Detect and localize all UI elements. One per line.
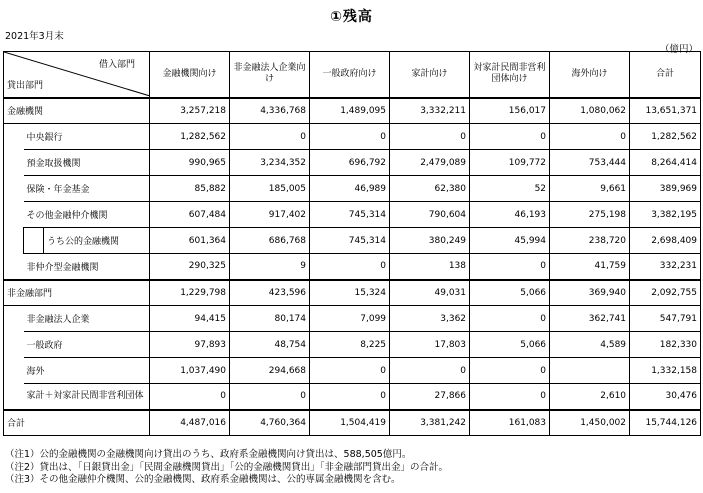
value-cell: 52	[470, 176, 550, 202]
value-cell: 0	[310, 254, 390, 280]
row-label: 保険・年金基金	[24, 176, 150, 202]
table-row	[4, 254, 701, 280]
value-cell: 238,720	[550, 228, 630, 254]
value-cell: 80,174	[230, 306, 310, 332]
value-cell: 15,744,126	[630, 410, 701, 436]
table-row	[4, 280, 701, 306]
column-header: 合計	[630, 52, 701, 98]
value-cell: 753,444	[550, 150, 630, 176]
indent-spacer	[4, 306, 24, 332]
indent-spacer	[4, 332, 24, 358]
footnote: （注3）その他金融仲介機関、公的金融機関、政府系金融機関は、公的専属金融機関を含む。	[5, 474, 401, 485]
value-cell: 0	[470, 124, 550, 150]
column-header: 海外向け	[550, 52, 630, 98]
column-header: 家計向け	[390, 52, 470, 98]
value-cell: 3,362	[390, 306, 470, 332]
value-cell: 4,336,768	[230, 98, 310, 124]
value-cell: 990,965	[150, 150, 230, 176]
corner-lender: 貸出部門	[7, 81, 44, 92]
value-cell: 0	[310, 124, 390, 150]
indent-spacer	[4, 228, 24, 254]
page-title: ①残高	[330, 9, 373, 25]
indent-spacer	[4, 384, 24, 410]
table-row	[4, 98, 701, 124]
table-row	[4, 410, 701, 436]
value-cell: 0	[470, 384, 550, 410]
indent-spacer	[4, 150, 24, 176]
value-cell: 380,249	[390, 228, 470, 254]
table-row	[4, 228, 701, 254]
value-cell: 917,402	[230, 202, 310, 228]
row-label: その他金融仲介機関	[24, 202, 150, 228]
row-label: 家計＋対家計民間非営利団体	[24, 384, 150, 410]
value-cell: 46,193	[470, 202, 550, 228]
value-cell: 332,231	[630, 254, 701, 280]
value-cell: 0	[310, 358, 390, 384]
value-cell: 27,866	[390, 384, 470, 410]
value-cell: 3,332,211	[390, 98, 470, 124]
footnote: （注2）貸出は、「日銀貸出金」「民間金融機関貸出」「公的金融機関貸出」「非金融部門貸出金」の合計。	[5, 461, 449, 473]
footnote: （注1）公的金融機関の金融機関向け貸出のうち、政府系金融機関向け貸出は、588,505億円。	[5, 449, 412, 460]
value-cell: 1,504,419	[310, 410, 390, 436]
value-cell: 0	[150, 384, 230, 410]
value-cell: 8,264,414	[630, 150, 701, 176]
value-cell: 1,282,562	[150, 124, 230, 150]
value-cell: 7,099	[310, 306, 390, 332]
value-cell: 1,080,062	[550, 98, 630, 124]
value-cell: 4,487,016	[150, 410, 230, 436]
value-cell	[550, 358, 630, 384]
value-cell: 790,604	[390, 202, 470, 228]
indent-spacer	[4, 254, 24, 280]
row-label: 合計	[4, 410, 150, 436]
value-cell: 389,969	[630, 176, 701, 202]
value-cell: 2,698,409	[630, 228, 701, 254]
value-cell: 0	[390, 358, 470, 384]
value-cell: 138	[390, 254, 470, 280]
value-cell: 745,314	[310, 228, 390, 254]
value-cell: 607,484	[150, 202, 230, 228]
value-cell: 5,066	[470, 280, 550, 306]
indent-spacer	[24, 228, 44, 254]
as-of-date: 2021年3月末	[5, 31, 64, 42]
value-cell: 85,882	[150, 176, 230, 202]
row-label: うち公的金融機関	[44, 228, 150, 254]
row-label: 非金融部門	[4, 280, 150, 306]
value-cell: 1,229,798	[150, 280, 230, 306]
footnotes	[5, 449, 448, 487]
value-cell: 0	[230, 124, 310, 150]
value-cell: 3,234,352	[230, 150, 310, 176]
value-cell: 15,324	[310, 280, 390, 306]
value-cell: 5,066	[470, 332, 550, 358]
value-cell: 4,589	[550, 332, 630, 358]
value-cell: 3,381,242	[390, 410, 470, 436]
value-cell: 9	[230, 254, 310, 280]
value-cell: 13,651,371	[630, 98, 701, 124]
value-cell: 369,940	[550, 280, 630, 306]
table-row	[4, 124, 701, 150]
value-cell: 1,489,095	[310, 98, 390, 124]
value-cell: 547,791	[630, 306, 701, 332]
value-cell: 0	[310, 384, 390, 410]
header-row	[4, 52, 701, 98]
value-cell: 601,364	[150, 228, 230, 254]
value-cell: 2,092,755	[630, 280, 701, 306]
table-row	[4, 306, 701, 332]
value-cell: 4,760,364	[230, 410, 310, 436]
value-cell: 1,332,158	[630, 358, 701, 384]
value-cell: 97,893	[150, 332, 230, 358]
value-cell: 3,257,218	[150, 98, 230, 124]
value-cell: 2,479,089	[390, 150, 470, 176]
value-cell: 156,017	[470, 98, 550, 124]
balance-table	[3, 51, 701, 436]
value-cell: 48,754	[230, 332, 310, 358]
value-cell: 1,037,490	[150, 358, 230, 384]
unit-label: （億円）	[659, 44, 698, 55]
indent-spacer	[4, 176, 24, 202]
value-cell: 362,741	[550, 306, 630, 332]
value-cell: 0	[550, 124, 630, 150]
row-label: 預金取扱機関	[24, 150, 150, 176]
value-cell: 185,005	[230, 176, 310, 202]
column-header: 一般政府向け	[310, 52, 390, 98]
value-cell: 1,282,562	[630, 124, 701, 150]
row-label: 金融機関	[4, 98, 150, 124]
table-row	[4, 150, 701, 176]
corner-borrower: 借入部門	[99, 60, 136, 71]
table-row	[4, 332, 701, 358]
value-cell: 0	[230, 384, 310, 410]
value-cell: 41,759	[550, 254, 630, 280]
row-label: 非仲介型金融機関	[24, 254, 150, 280]
indent-spacer	[4, 202, 24, 228]
corner-cell	[4, 52, 150, 98]
value-cell: 109,772	[470, 150, 550, 176]
indent-spacer	[4, 124, 24, 150]
value-cell: 2,610	[550, 384, 630, 410]
value-cell: 294,668	[230, 358, 310, 384]
value-cell: 423,596	[230, 280, 310, 306]
value-cell: 17,803	[390, 332, 470, 358]
value-cell: 1,450,002	[550, 410, 630, 436]
value-cell: 9,661	[550, 176, 630, 202]
value-cell: 3,382,195	[630, 202, 701, 228]
value-cell: 745,314	[310, 202, 390, 228]
value-cell: 30,476	[630, 384, 701, 410]
table-row	[4, 384, 701, 410]
value-cell: 45,994	[470, 228, 550, 254]
table-row	[4, 202, 701, 228]
value-cell: 290,325	[150, 254, 230, 280]
column-header: 非金融法人企業向け	[230, 52, 310, 98]
value-cell: 686,768	[230, 228, 310, 254]
value-cell: 275,198	[550, 202, 630, 228]
table-row	[4, 176, 701, 202]
value-cell: 0	[470, 358, 550, 384]
row-label: 一般政府	[24, 332, 150, 358]
column-header: 対家計民間非営利団体向け	[470, 52, 550, 98]
value-cell: 94,415	[150, 306, 230, 332]
value-cell: 62,380	[390, 176, 470, 202]
value-cell: 0	[470, 254, 550, 280]
row-label: 非金融法人企業	[24, 306, 150, 332]
row-label: 海外	[24, 358, 150, 384]
value-cell: 0	[390, 124, 470, 150]
value-cell: 0	[470, 306, 550, 332]
value-cell: 696,792	[310, 150, 390, 176]
table-row	[4, 358, 701, 384]
value-cell: 182,330	[630, 332, 701, 358]
value-cell: 49,031	[390, 280, 470, 306]
value-cell: 161,083	[470, 410, 550, 436]
row-label: 中央銀行	[24, 124, 150, 150]
value-cell: 46,989	[310, 176, 390, 202]
value-cell: 8,225	[310, 332, 390, 358]
column-header: 金融機関向け	[150, 52, 230, 98]
indent-spacer	[4, 358, 24, 384]
